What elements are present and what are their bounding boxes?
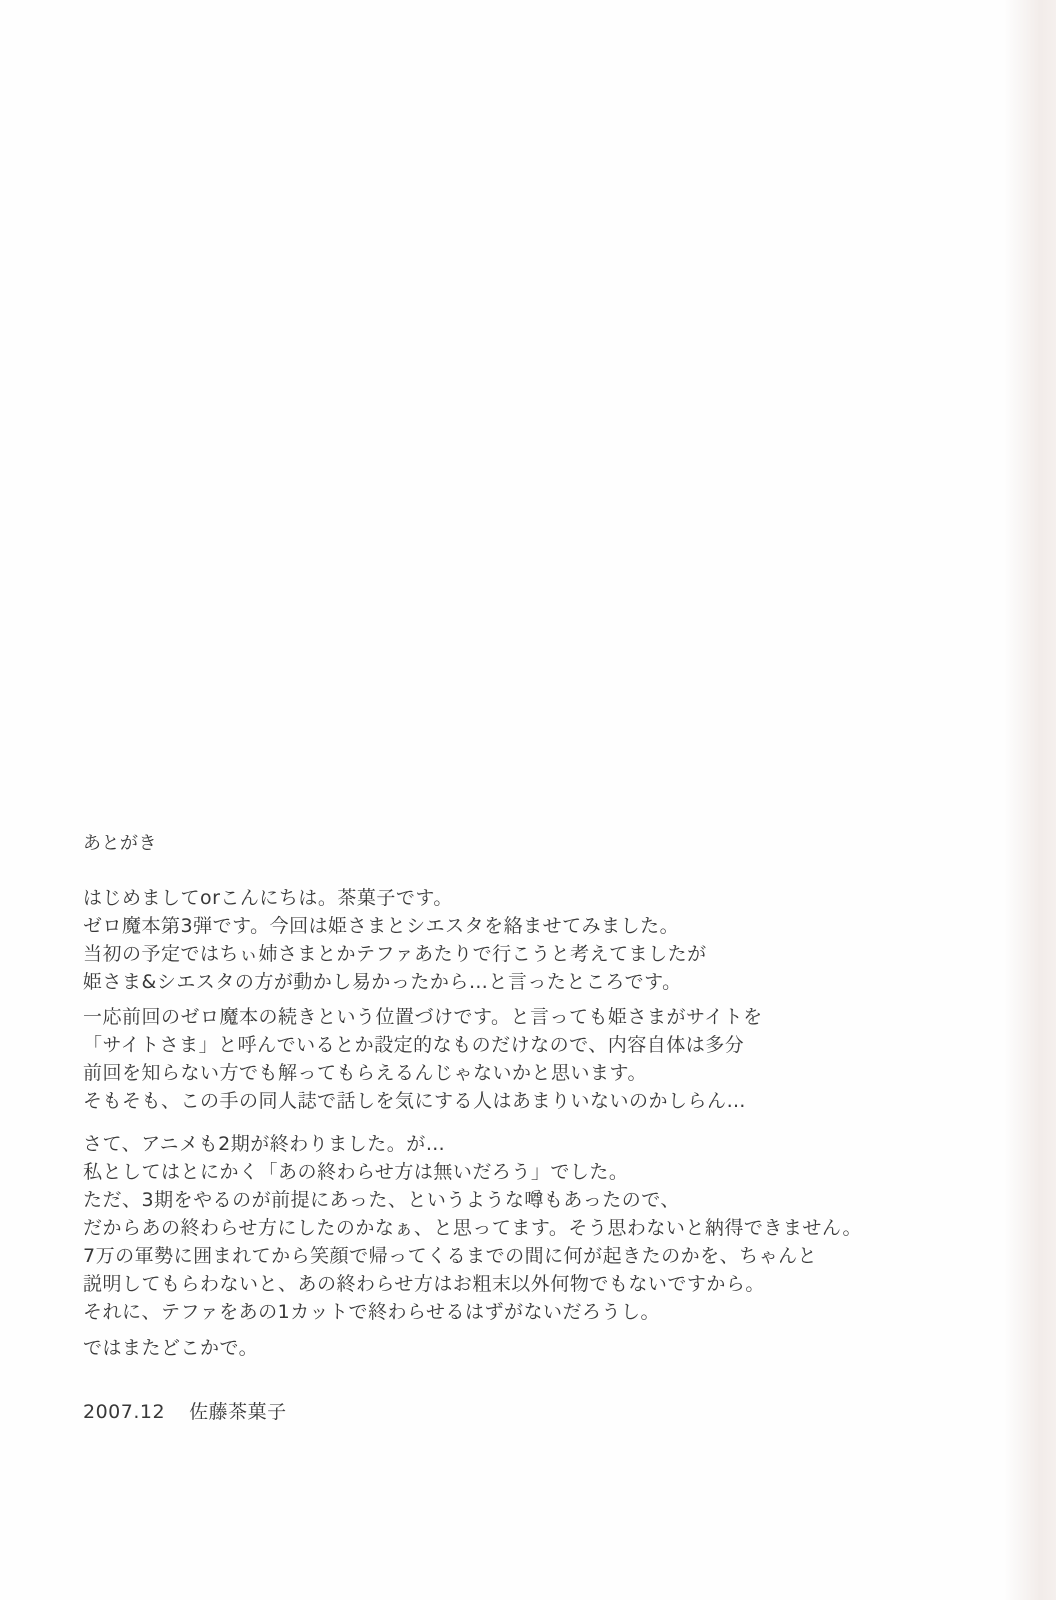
text-line: 姫さま&シエスタの方が動かし易かったから…と言ったところです。 — [83, 971, 682, 993]
text-line: 説明してもらわないと、あの終わらせ方はお粗末以外何物でもないですから。 — [83, 1273, 765, 1295]
text-line: 7万の軍勢に囲まれてから笑顔で帰ってくるまでの間に何が起きたのかを、ちゃんと — [83, 1245, 818, 1267]
signature-line — [83, 1398, 287, 1426]
text-line: そもそも、この手の同人誌で話しを気にする人はあまりいないのかしらん… — [83, 1090, 747, 1112]
paragraph-closing — [83, 1334, 258, 1362]
text-line: 「サイトさま」と呼んでいるとか設定的なものだけなので、内容自体は多分 — [83, 1034, 745, 1056]
paragraph-continuity — [83, 1003, 763, 1115]
signature-author: 佐藤茶菓子 — [189, 1401, 287, 1423]
text-line: 前回を知らない方でも解ってもらえるんじゃないかと思います。 — [83, 1062, 647, 1084]
text-line: さて、アニメも2期が終わりました。が… — [83, 1133, 446, 1155]
paragraph-anime-comment — [83, 1130, 862, 1326]
signature-date: 2007.12 — [83, 1401, 166, 1423]
text-line: ではまたどこかで。 — [83, 1337, 259, 1359]
text-line: 当初の予定ではちぃ姉さまとかテファあたりで行こうと考えてましたが — [83, 943, 707, 965]
text-line: はじめましてorこんにちは。茶菓子です。 — [83, 887, 453, 909]
text-line: ゼロ魔本第3弾です。今回は姫さまとシエスタを絡ませてみました。 — [83, 915, 680, 937]
paragraph-intro — [83, 884, 707, 996]
text-line: ただ、3期をやるのが前提にあった、というような噂もあったので、 — [83, 1189, 680, 1211]
text-line: だからあの終わらせ方にしたのかなぁ、と思ってます。そう思わないと納得できません。 — [83, 1217, 863, 1239]
text-line: 一応前回のゼロ魔本の続きという位置づけです。と言っても姫さまがサイトを — [83, 1006, 763, 1028]
text-line: それに、テファをあの1カットで終わらせるはずがないだろうし。 — [83, 1301, 660, 1323]
page-edge-shadow — [1004, 0, 1056, 1600]
text-line: 私としてはとにかく「あの終わらせ方は無いだろう」でした。 — [83, 1161, 629, 1183]
page-title: あとがき — [83, 833, 157, 854]
